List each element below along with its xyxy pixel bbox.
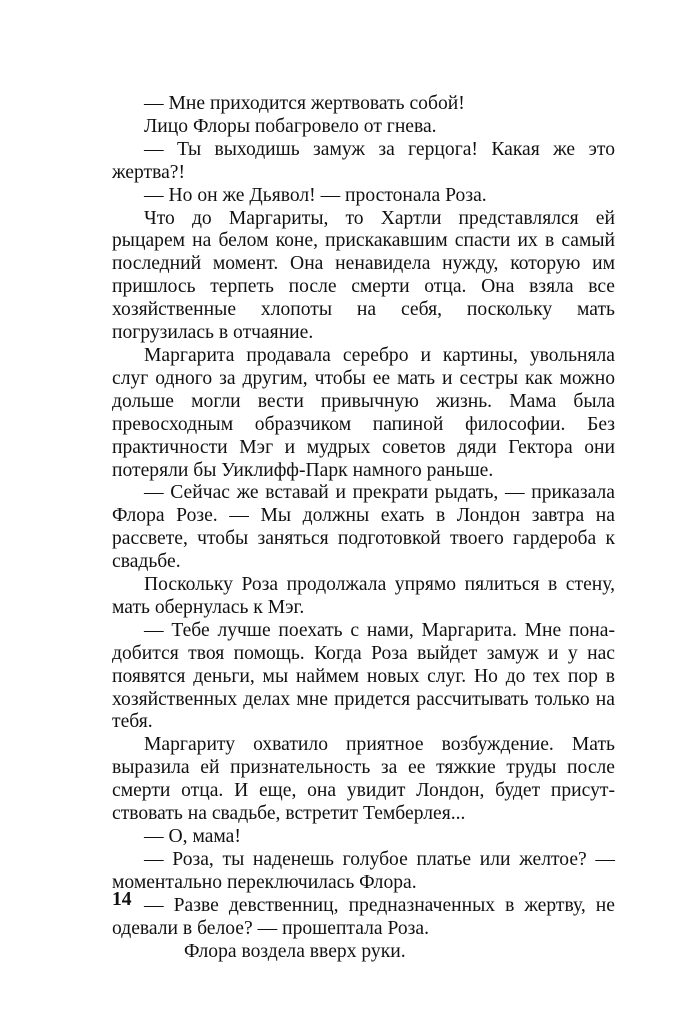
last-line: Флора воздела вверх руки. bbox=[184, 940, 406, 962]
paragraph: — Тебе лучше поехать с нами, Маргарита. Мне понадобится твоя помощь. Когда Роза выйдет замуж и у нас появятся деньги, мы наймем новых слуг. Но до тех пор в хозяйственных делах мне придется рассчитывать только на тебя. bbox=[112, 619, 615, 733]
paragraph: Маргарита продавала серебро и картины, увольняла слуг одного за другим, чтобы ее мать и сестры как можно дольше могли вести привычную жизнь. Мама была превосходным образчиком папиной философии. Без практичности Мэг и мудрых советов дяди Гектора они потеряли бы Уиклифф-Парк намного раньше. bbox=[112, 344, 615, 481]
page-text bbox=[112, 93, 615, 963]
paragraph: — Сейчас же вставай и прекрати рыдать, — приказала Флора Розе. — Мы должны ехать в Лондон завтра на рассвете, чтобы заняться подготовкой твоего гардероба к свадьбе. bbox=[112, 482, 615, 573]
paragraph: — Роза, ты наденешь голубое платье или желтое? — моментально переключилась Флора. bbox=[112, 848, 615, 893]
paragraph: Маргариту охватило приятное возбуждение. Мать выразила ей признательность за ее тяжкие труды после смерти отца. И еще, она увидит Лондон, будет присутствовать на свадьбе, встретит Темберлея... bbox=[112, 734, 615, 825]
paragraph: — Но он же Дьявол! — простонала Роза. bbox=[144, 184, 487, 206]
paragraph: — О, мама! bbox=[144, 826, 241, 847]
paragraph: — Мне приходится жертвовать собой! bbox=[144, 93, 465, 114]
paragraph: Поскольку Роза продолжала упрямо пялиться в стену, мать обернулась к Мэг. bbox=[112, 574, 615, 618]
paragraph: Что до Маргариты, то Хартли представлялся ей рыцарем на белом коне, прискакавшим спасти их в самый последний момент. Она ненавидела нужду, которую им пришлось терпеть после смерти отца. Она взяла все хозяйственные хлопоты на себя, поскольку мать погрузилась в отчаяние. bbox=[112, 207, 615, 344]
paragraph: Лицо Флоры побагровело от гнева. bbox=[144, 115, 437, 137]
paragraph: — Ты выходишь замуж за герцога! Какая же это жертва?! bbox=[112, 138, 615, 183]
page-number: 14 bbox=[112, 889, 132, 910]
paragraph: — Разве девственниц, предназначенных в жертву, не одевали в белое? — прошептала Роза. bbox=[112, 894, 615, 939]
